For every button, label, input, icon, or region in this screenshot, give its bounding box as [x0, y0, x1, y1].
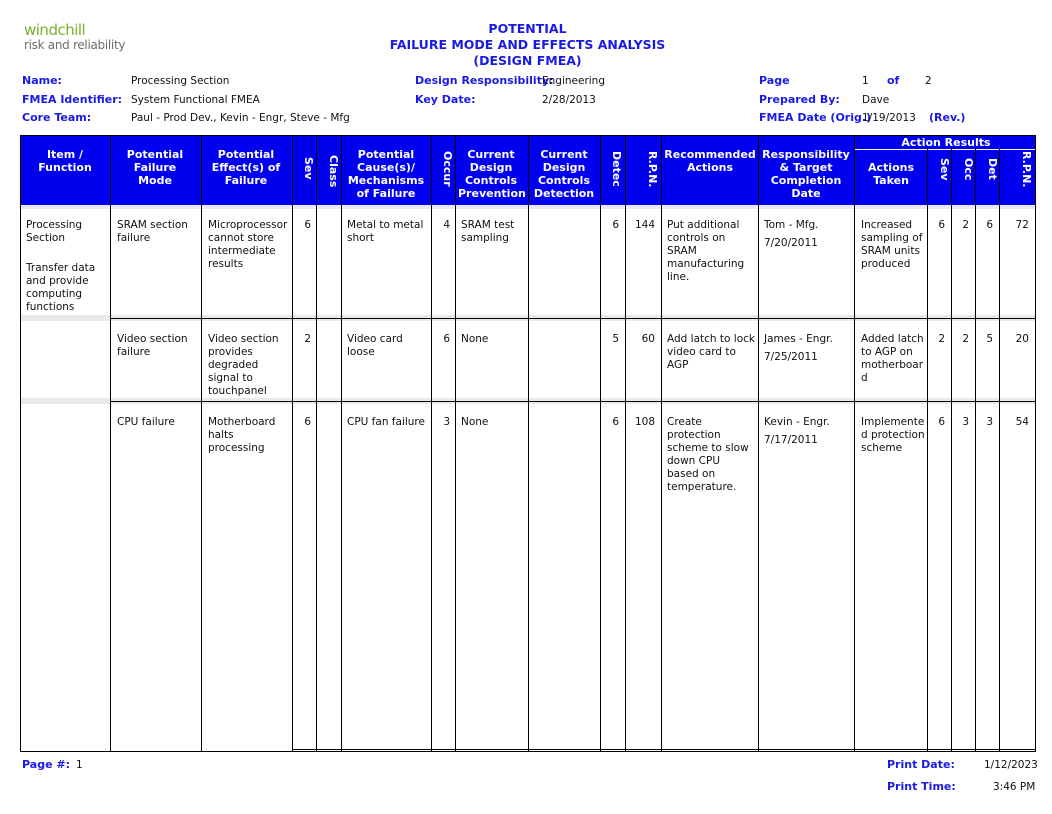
sev: 6 — [304, 416, 311, 428]
footer-page-value: 1 — [76, 759, 83, 771]
page-of-label: of — [887, 74, 900, 87]
page-total: 2 — [925, 75, 932, 87]
recommended: Put additional controls on SRAM manufacturing line. — [667, 219, 745, 283]
col-rpn: R.P.N. — [646, 151, 659, 188]
fmea-date-value: 1/19/2013 — [862, 112, 916, 124]
page-value: 1 — [862, 75, 869, 87]
core-team-label: Core Team: — [22, 111, 92, 124]
detec: 5 — [612, 333, 619, 345]
print-time-value: 3:46 PM — [993, 781, 1036, 793]
name-label: Name: — [22, 74, 62, 87]
resp-name: Kevin - Engr. — [764, 416, 830, 428]
item-name: Processing Section — [26, 219, 83, 244]
res-occ: 2 — [962, 219, 969, 231]
col-action-results: Action Results — [901, 136, 991, 149]
col-occur: Occur — [441, 151, 454, 187]
core-team-value: Paul - Prod Dev., Kevin - Engr, Steve - Mfg — [131, 112, 350, 124]
col-item: Item / Function — [38, 148, 92, 174]
col-recommended: Recommended Actions — [664, 148, 756, 174]
actions-taken: Added latch to AGP on motherboard — [861, 333, 924, 384]
col-sev: Sev — [302, 157, 315, 180]
cause: CPU fan failure — [347, 416, 425, 428]
col-responsibility: Responsibility & Target Completion Date — [762, 148, 850, 200]
cause: Video card loose — [347, 333, 403, 358]
rev-label: (Rev.) — [929, 111, 966, 124]
col-res-det: Det — [986, 158, 999, 180]
detec: 6 — [612, 416, 619, 428]
title-line-1: POTENTIAL — [488, 21, 567, 36]
col-detection: Current Design Controls Detection — [533, 148, 595, 200]
rpn: 108 — [634, 416, 655, 428]
res-sev: 6 — [938, 416, 945, 428]
col-res-sev: Sev — [938, 158, 951, 181]
occur: 4 — [443, 219, 450, 231]
res-sev: 2 — [938, 333, 945, 345]
name-value: Processing Section — [131, 75, 230, 87]
res-det: 3 — [986, 416, 993, 428]
col-failure-mode: Potential Failure Mode — [126, 148, 184, 187]
res-det: 6 — [986, 219, 993, 231]
res-rpn: 20 — [1015, 333, 1029, 345]
resp-date: 7/25/2011 — [764, 351, 818, 363]
col-class: Class — [327, 155, 340, 188]
res-occ: 2 — [962, 333, 969, 345]
logo-tagline: risk and reliability — [24, 38, 126, 52]
actions-taken: Increased sampling of SRAM units produced — [861, 219, 923, 270]
occur: 6 — [443, 333, 450, 345]
resp-name: Tom - Mfg. — [764, 219, 819, 231]
failure-mode: SRAM section failure — [117, 219, 188, 244]
design-resp-label: Design Responsibility: — [415, 74, 554, 87]
print-date-label: Print Date: — [887, 758, 955, 771]
resp-date: 7/20/2011 — [764, 237, 818, 249]
fmea-date-label: FMEA Date (Orig.) — [759, 111, 872, 124]
sev: 6 — [304, 219, 311, 231]
actions-taken: Implemented protection scheme — [861, 416, 925, 454]
effects: Microprocessor cannot store intermediate results — [208, 219, 288, 270]
recommended: Add latch to lock video card to AGP — [667, 333, 755, 371]
cause: Metal to metal short — [347, 219, 424, 244]
print-time-label: Print Time: — [887, 780, 956, 793]
occur: 3 — [443, 416, 450, 428]
item-function: Transfer data and provide computing functions — [26, 262, 96, 313]
footer-page-label: Page #: — [22, 758, 70, 771]
fmea-id-label: FMEA Identifier: — [22, 93, 123, 106]
prevention: None — [461, 333, 489, 345]
rpn: 144 — [634, 219, 655, 231]
key-date-value: 2/28/2013 — [542, 94, 596, 106]
col-res-rpn: R.P.N. — [1020, 151, 1033, 188]
failure-mode: CPU failure — [117, 416, 175, 428]
detec: 6 — [612, 219, 619, 231]
prepared-value: Dave — [862, 94, 890, 106]
prevention: None — [461, 416, 489, 428]
resp-name: James - Engr. — [764, 333, 833, 345]
col-actions-taken: Actions Taken — [868, 161, 914, 187]
effects: Video section provides degraded signal to touchpanel — [208, 333, 279, 397]
col-prevention: Current Design Controls Prevention — [458, 148, 526, 200]
page-label: Page — [759, 74, 790, 87]
col-res-occ: Occ — [962, 158, 975, 181]
sev: 2 — [304, 333, 311, 345]
res-rpn: 72 — [1015, 219, 1029, 231]
col-effects: Potential Effect(s) of Failure — [211, 148, 281, 187]
prepared-label: Prepared By: — [759, 93, 840, 106]
res-occ: 3 — [962, 416, 969, 428]
title-line-2: FAILURE MODE AND EFFECTS ANALYSIS — [389, 37, 666, 52]
col-detec: Detec — [610, 151, 623, 187]
title-line-3: (DESIGN FMEA) — [473, 53, 582, 68]
res-rpn: 54 — [1015, 416, 1029, 428]
fmea-table — [20, 135, 1036, 752]
resp-date: 7/17/2011 — [764, 434, 818, 446]
design-resp-value: Engineering — [542, 75, 605, 87]
print-date-value: 1/12/2023 — [984, 759, 1038, 771]
effects: Motherboard halts processing — [208, 416, 276, 454]
fmea-id-value: System Functional FMEA — [131, 94, 260, 106]
logo-windchill: windchill — [24, 21, 86, 39]
col-causes: Potential Cause(s)/ Mechanisms of Failure — [347, 148, 425, 200]
res-sev: 6 — [938, 219, 945, 231]
prevention: SRAM test sampling — [461, 219, 515, 244]
failure-mode: Video section failure — [117, 333, 188, 358]
res-det: 5 — [986, 333, 993, 345]
recommended: Create protection scheme to slow down CPU based on temperature. — [667, 416, 749, 493]
key-date-label: Key Date: — [415, 93, 476, 106]
rpn: 60 — [641, 333, 655, 345]
